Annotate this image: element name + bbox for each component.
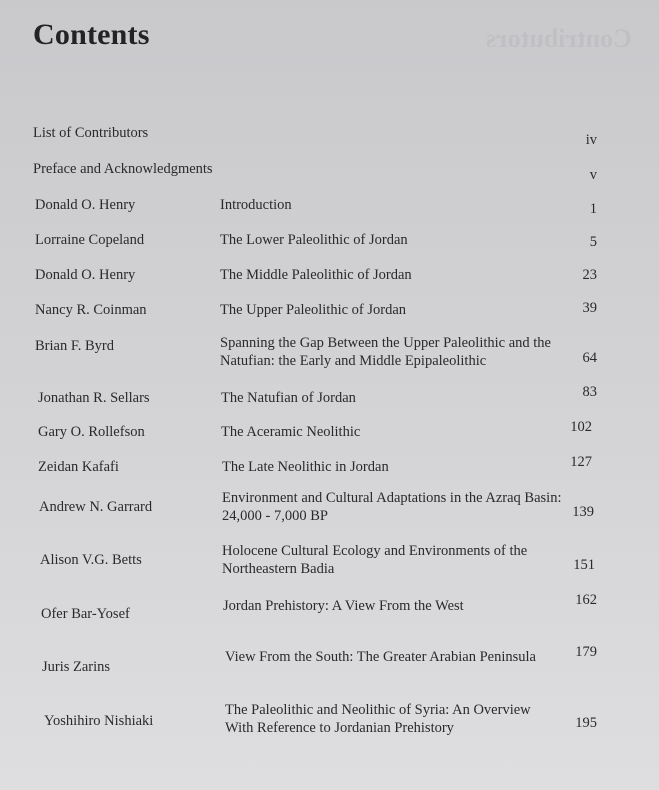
entry-page: v	[589, 167, 597, 183]
entry-page: 139	[572, 504, 594, 520]
entry-page: 23	[582, 267, 597, 283]
bleed-through-heading: Contributors	[486, 24, 632, 53]
entry-author: Donald O. Henry	[35, 197, 136, 213]
entry-title: Environment and Cultural Adaptations in the Azraq Basin: 24,000 - 7,000 BP	[222, 490, 562, 524]
entry-author: Ofer Bar-Yosef	[41, 606, 130, 622]
entry-page: iv	[585, 132, 597, 148]
entry-author: Gary O. Rollefson	[38, 424, 145, 440]
entry-page: 83	[582, 384, 597, 400]
entry-label: List of Contributors	[33, 125, 149, 141]
entry-title: The Upper Paleolithic of Jordan	[220, 302, 407, 318]
entry-label: Preface and Acknowledgments	[33, 161, 213, 177]
entry-author: Donald O. Henry	[35, 267, 136, 283]
entry-page: 39	[582, 300, 597, 316]
entry-title: The Paleolithic and Neolithic of Syria: An Overview With Reference to Jordanian Prehistory	[225, 702, 531, 736]
page-title: Contents	[33, 18, 150, 51]
entry-author: Brian F. Byrd	[35, 338, 114, 354]
entry-author: Lorraine Copeland	[35, 232, 145, 248]
entry-title: Jordan Prehistory: A View From the West	[223, 598, 464, 614]
entry-title: Introduction	[220, 197, 292, 213]
entry-page: 5	[589, 234, 597, 250]
entry-author: Jonathan R. Sellars	[38, 390, 150, 406]
entry-title: Spanning the Gap Between the Upper Paleolithic and the Natufian: the Early and Middle Epipaleolithic	[220, 335, 551, 369]
entry-page: 127	[570, 454, 592, 470]
entry-title: The Middle Paleolithic of Jordan	[220, 267, 412, 283]
entry-author: Andrew N. Garrard	[39, 499, 153, 515]
entry-author: Alison V.G. Betts	[40, 552, 142, 568]
entry-title: The Lower Paleolithic of Jordan	[220, 232, 408, 248]
entry-page: 102	[570, 419, 592, 435]
entry-author: Zeidan Kafafi	[38, 459, 119, 475]
entry-page: 64	[582, 350, 597, 366]
entry-title: Holocene Cultural Ecology and Environments of the Northeastern Badia	[222, 543, 528, 577]
entry-page: 195	[575, 715, 597, 731]
entry-author: Nancy R. Coinman	[35, 302, 147, 318]
entry-title: The Aceramic Neolithic	[221, 424, 361, 440]
entry-title: View From the South: The Greater Arabian Peninsula	[225, 649, 536, 665]
entry-author: Juris Zarins	[42, 659, 111, 675]
entry-page: 179	[575, 644, 597, 660]
entry-page: 1	[589, 201, 597, 217]
entry-title: The Late Neolithic in Jordan	[222, 459, 389, 475]
entry-page: 162	[575, 592, 597, 608]
entry-title: The Natufian of Jordan	[221, 390, 356, 406]
entry-page: 151	[573, 557, 595, 573]
entry-author: Yoshihiro Nishiaki	[44, 713, 154, 729]
